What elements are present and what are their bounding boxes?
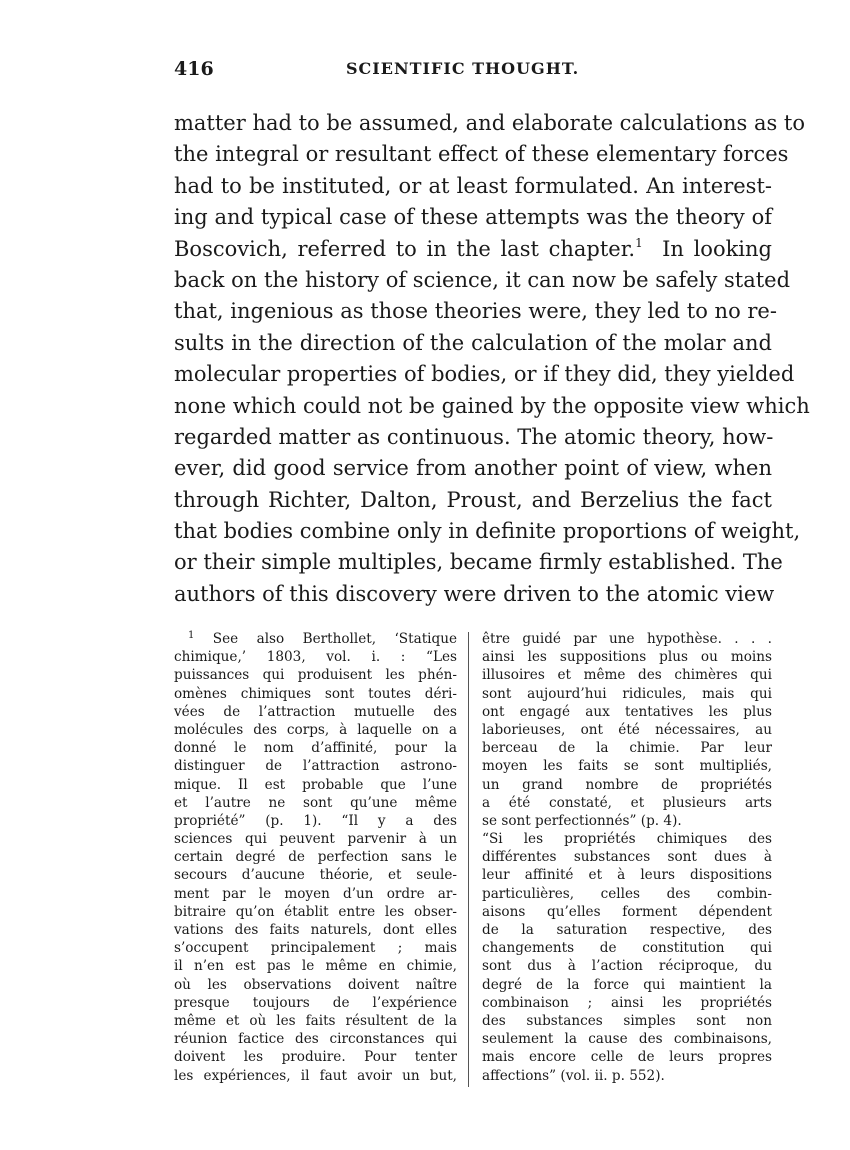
footnote-line: différentes substances sont dues à — [482, 849, 772, 866]
footnote-line: aisons qu’elles forment dépendent — [482, 903, 772, 920]
footnote-line: propriété” (p. 1). “Il y a des — [174, 812, 457, 829]
footnote-line: berceau de la chimie. Par leur — [482, 740, 772, 757]
footnote-line: de la saturation respective, des — [482, 922, 772, 938]
footnotes — [174, 630, 774, 1090]
footnote-line — [174, 630, 457, 648]
body-line — [174, 234, 772, 265]
footnote-line: réunion factice des circonstances qui — [174, 1031, 457, 1048]
footnote-line: leur affinité et à leurs dispositions — [482, 867, 772, 884]
footnote-line: sciences qui peuvent parvenir à un — [174, 831, 457, 848]
footnote-line: vations des faits naturels, dont elles — [174, 922, 457, 938]
body-text — [174, 108, 810, 610]
footnote-line: particulières, celles des combin- — [482, 885, 772, 902]
footnote-line: certain degré de perfection sans le — [174, 849, 457, 866]
footnote-line: illusoires et même des chimères qui — [482, 667, 772, 684]
footnote-line: se sont perfectionnés” (p. 4). — [482, 812, 682, 829]
body-line: sults in the direction of the calculation of the molar and — [174, 330, 772, 355]
body-line: ing and typical case of these attempts was the theory of — [174, 205, 772, 230]
footnote-line: presque toujours de l’expérience — [174, 994, 457, 1011]
body-line: none which could not be gained by the opposite view which — [174, 393, 810, 418]
footnote-line: des substances simples sont non — [482, 1012, 772, 1029]
footnote-line: sont aujourd’hui ridicules, mais qui — [482, 685, 772, 702]
footnote-line: molécules des corps, à laquelle on a — [174, 721, 457, 738]
body-line: or their simple multiples, became firmly established. The — [174, 550, 783, 575]
body-line: the integral or resultant effect of these elementary forces — [174, 142, 789, 167]
column-divider — [468, 632, 469, 1087]
footnote-line: laborieuses, ont été nécessaires, au — [482, 721, 772, 738]
footnote-line: même et où les faits résultent de la — [174, 1012, 457, 1029]
footnote-line: les expériences, il faut avoir un but, — [174, 1067, 457, 1084]
body-line-text: In looking — [662, 236, 772, 261]
footnote-line: bitraire qu’on établit entre les obser- — [174, 903, 457, 920]
footnote-line: vées de l’attraction mutuelle des — [174, 703, 457, 720]
body-line: through Richter, Dalton, Proust, and Berzelius the fact — [174, 487, 772, 512]
footnote-line-text: See also Berthollet, ‘Statique — [212, 631, 458, 647]
footnote-line: il n’en est pas le même en chimie, — [174, 958, 457, 975]
footnote-line: doivent les produire. Pour tenter — [174, 1049, 457, 1066]
footnote-line: donné le nom d’affinité, pour la — [174, 740, 457, 757]
footnote-line: mais encore celle de leurs propres — [482, 1049, 772, 1066]
footnote-line: affections” (vol. ii. p. 552). — [482, 1067, 665, 1084]
footnote-line: omènes chimiques sont toutes déri- — [174, 685, 457, 702]
footnote-line: sont dus à l’action réciproque, du — [482, 958, 772, 975]
footnote-line: degré de la force qui maintient la — [482, 976, 772, 993]
footnote-line: mique. Il est probable que l’une — [174, 776, 457, 793]
footnote-line: un grand nombre de propriétés — [482, 776, 772, 793]
body-line-text: Boscovich, referred to in the last chapter. — [174, 236, 636, 261]
footnote-line: ont engagé aux tentatives les plus — [482, 703, 772, 720]
running-head — [174, 58, 774, 88]
footnote-line: puissances qui produisent les phén- — [174, 667, 457, 684]
footnote-marker: 1 — [188, 630, 195, 641]
footnote-line: distinguer de l’attraction astrono- — [174, 758, 457, 775]
body-line: authors of this discovery were driven to the atomic view — [174, 581, 775, 606]
footnote-line: moyen les faits se sont multipliés, — [482, 758, 772, 775]
footnote-line: chimique,’ 1803, vol. i. : “Les — [174, 649, 457, 666]
footnote-line: secours d’aucune théorie, et seule- — [174, 867, 457, 884]
footnote-column-right — [482, 630, 772, 1085]
footnote-line: ment par le moyen d’un ordre ar- — [174, 885, 457, 902]
page-number: 416 — [174, 58, 214, 80]
footnote-line: s’occupent principalement ; mais — [174, 940, 457, 957]
footnote-line: a été constaté, et plusieurs arts — [482, 794, 772, 811]
body-line: molecular properties of bodies, or if they did, they yielded — [174, 362, 795, 387]
body-line: had to be instituted, or at least formulated. An interest- — [174, 173, 772, 198]
footnote-line: et l’autre ne sont qu’une même — [174, 794, 457, 811]
body-line: that bodies combine only in definite proportions of weight, — [174, 519, 801, 544]
body-line: back on the history of science, it can now be safely stated — [174, 267, 791, 292]
footnote-column-left — [174, 630, 457, 1085]
body-line: matter had to be assumed, and elaborate calculations as to — [174, 111, 806, 135]
footnote-line: “Si les propriétés chimiques des — [482, 831, 772, 848]
footnote-line: être guidé par une hypothèse. . . . — [482, 631, 772, 647]
footnote-line: combinaison ; ainsi les propriétés — [482, 994, 772, 1011]
footnote-line: seulement la cause des combinaisons, — [482, 1031, 772, 1048]
footnote-line: où les observations doivent naître — [174, 976, 457, 993]
body-line: ever, did good service from another point of view, when — [174, 456, 772, 481]
footnote-reference: 1 — [635, 235, 643, 250]
body-line: that, ingenious as those theories were, they led to no re- — [174, 299, 777, 324]
running-title: SCIENTIFIC THOUGHT. — [346, 59, 580, 78]
body-line: regarded matter as continuous. The atomic theory, how- — [174, 424, 774, 449]
footnote-line: changements de constitution qui — [482, 940, 772, 957]
footnote-line: ainsi les suppositions plus ou moins — [482, 649, 772, 666]
